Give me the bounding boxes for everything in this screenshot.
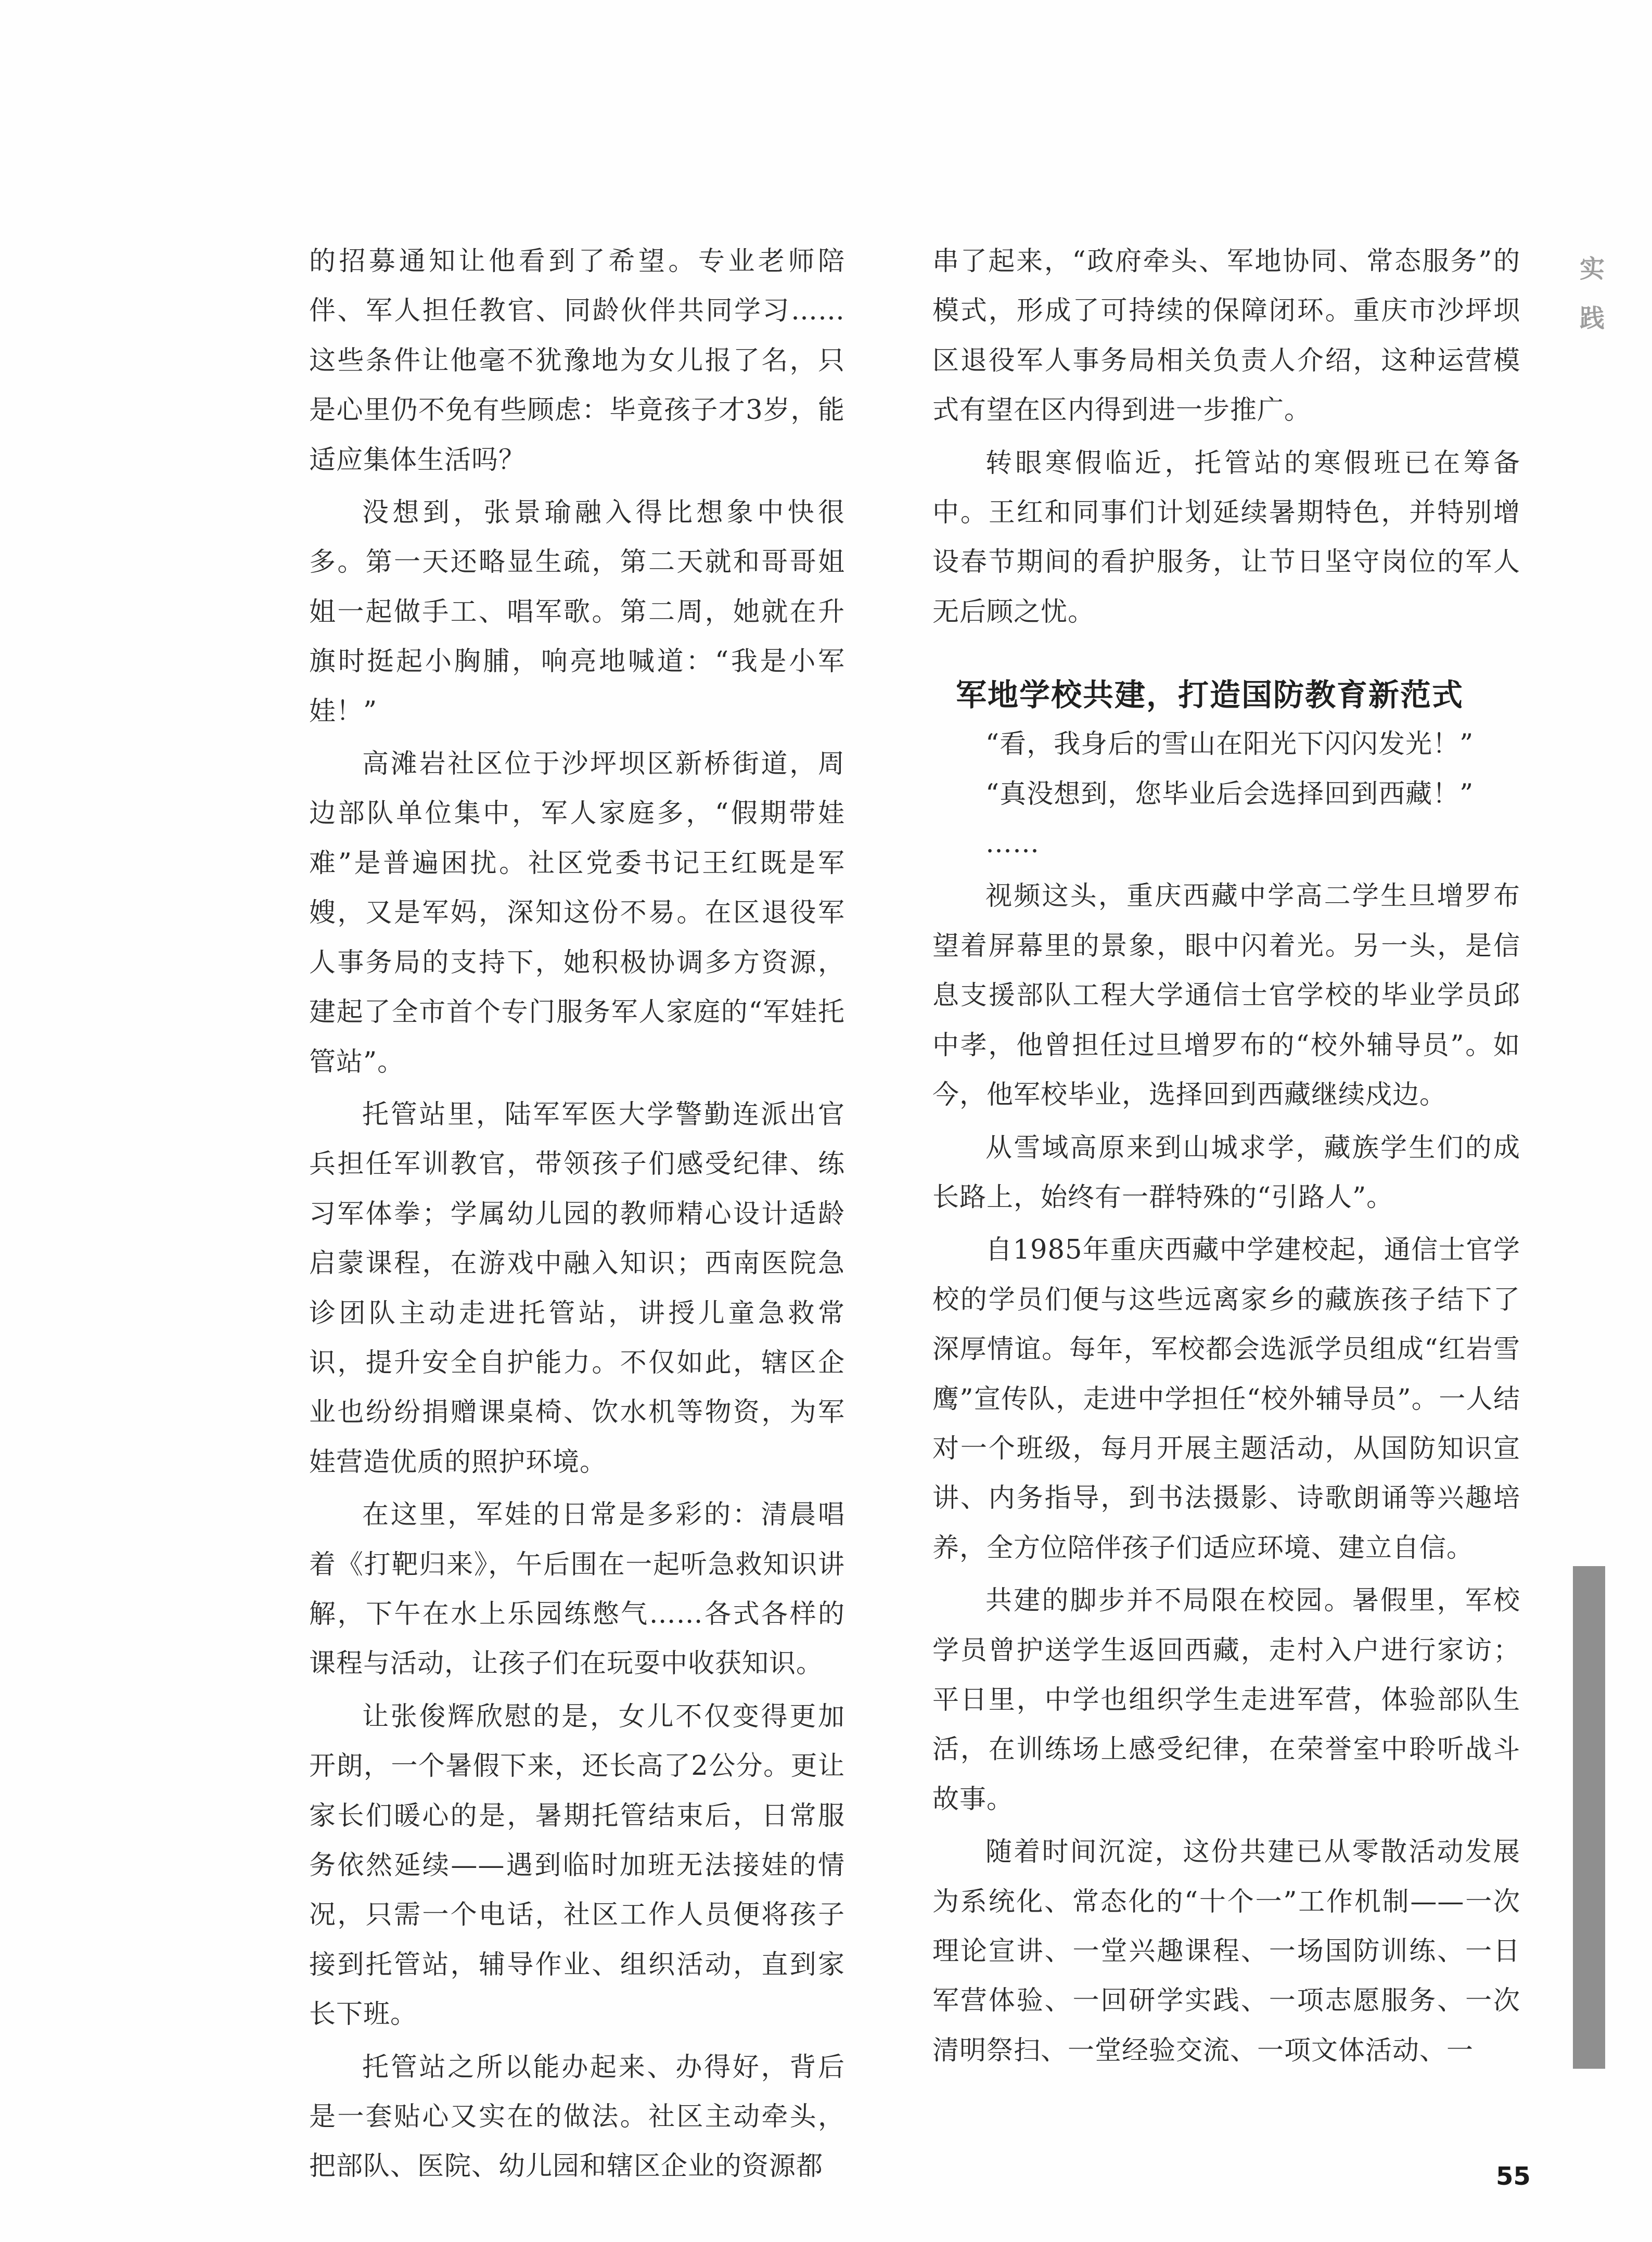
- page-number: 55: [1496, 2162, 1531, 2191]
- paragraph: 高滩岩社区位于沙坪坝区新桥街道，周边部队单位集中，军人家庭多，“假期带娃难”是普遍困扰。社区党委书记王红既是军嫂，又是军妈，深知这份不易。在区退役军人事务局的支持下，她积极协调多方资源，建起了全市首个专门服务军人家庭的“军娃托管站”。: [309, 749, 845, 1078]
- left-column: [309, 237, 845, 2192]
- paragraph: 共建的脚步并不局限在校园。暑假里，军校学员曾护送学生返回西藏，走村入户进行家访；平日里，中学也组织学生走进军营，体验部队生活，在训练场上感受纪律，在荣誉室中聆听战斗故事。: [932, 1585, 1520, 1815]
- paragraph: 托管站里，陆军军医大学警勤连派出官兵担任军训教官，带领孩子们感受纪律、练习军体拳；学属幼儿园的教师精心设计适龄启蒙课程，在游戏中融入知识；西南医院急诊团队主动走进托管站，讲授儿童急救常识，提升安全自护能力。不仅如此，辖区企业也纷纷捐赠课桌椅、饮水机等物资，为军娃营造优质的照护环境。: [309, 1099, 845, 1478]
- paragraph: 自1985年重庆西藏中学建校起，通信士官学校的学员们便与这些远离家乡的藏族孩子结下了深厚情谊。每年，军校都会选派学员组成“红岩雪鹰”宣传队，走进中学担任“校外辅导员”。一人结对一个班级，每月开展主题活动，从国防知识宣讲、内务指导，到书法摄影、诗歌朗诵等兴趣培养，全方位陪伴孩子们适应环境、建立自信。: [932, 1235, 1520, 1564]
- right-column: [932, 237, 1520, 2076]
- paragraph: “真没想到，您毕业后会选择回到西藏！”: [985, 778, 1474, 810]
- paragraph: 随着时间沉淀，这份共建已从零散活动发展为系统化、常态化的“十个一”工作机制——一次理论宣讲、一堂兴趣课程、一场国防训练、一日军营体验、一回研学实践、一项志愿服务、一次清明祭扫、一堂经验交流、一项文体活动、一: [932, 1837, 1520, 2066]
- paragraph: 让张俊辉欣慰的是，女儿不仅变得更加开朗，一个暑假下来，还长高了2公分。更让家长们暖心的是，暑期托管结束后，日常服务依然延续——遇到临时加班无法接娃的情况，只需一个电话，社区工作人员便将孩子接到托管站，辅导作业、组织活动，直到家长下班。: [309, 1701, 845, 2030]
- paragraph: 视频这头，重庆西藏中学高二学生旦增罗布望着屏幕里的景象，眼中闪着光。另一头，是信息支援部队工程大学通信士官学校的毕业学员邱中孝，他曾担任过旦增罗布的“校外辅导员”。如今，他军校毕业，选择回到西藏继续戍边。: [932, 881, 1520, 1111]
- paragraph: “看，我身后的雪山在阳光下闪闪发光！”: [985, 729, 1474, 760]
- paragraph: 托管站之所以能办起来、办得好，背后是一套贴心又实在的做法。社区主动牵头，把部队、医院、幼儿园和辖区企业的资源都: [309, 2052, 845, 2182]
- section-label: 实践: [1579, 254, 1605, 333]
- paragraph: 转眼寒假临近，托管站的寒假班已在筹备中。王红和同事们计划延续暑期特色，并特别增设春节期间的看护服务，让节日坚守岗位的军人无后顾之忧。: [932, 447, 1520, 627]
- paragraph: 在这里，军娃的日常是多彩的：清晨唱着《打靶归来》，午后围在一起听急救知识讲解，下午在水上乐园练憋气……各式各样的课程与活动，让孩子们在玩耍中收获知识。: [309, 1500, 845, 1680]
- side-tab-bar: [1573, 1566, 1605, 2069]
- paragraph: 的招募通知让他看到了希望。专业老师陪伴、军人担任教官、同龄伙伴共同学习……这些条件让他毫不犹豫地为女儿报了名，只是心里仍不免有些顾虑：毕竟孩子才3岁，能适应集体生活吗？: [309, 246, 845, 476]
- section-heading: 军地学校共建，打造国防教育新范式: [956, 677, 1464, 713]
- paragraph: 没想到，张景瑜融入得比想象中快很多。第一天还略显生疏，第二天就和哥哥姐姐一起做手工、唱军歌。第二周，她就在升旗时挺起小胸脯，响亮地喊道：“我是小军娃！”: [309, 497, 845, 727]
- paragraph: 串了起来，“政府牵头、军地协同、常态服务”的模式，形成了可持续的保障闭环。重庆市沙坪坝区退役军人事务局相关负责人介绍，这种运营模式有望在区内得到进一步推广。: [932, 246, 1520, 426]
- paragraph: 从雪域高原来到山城求学，藏族学生们的成长路上，始终有一群特殊的“引路人”。: [932, 1132, 1520, 1213]
- paragraph: ……: [985, 828, 1040, 860]
